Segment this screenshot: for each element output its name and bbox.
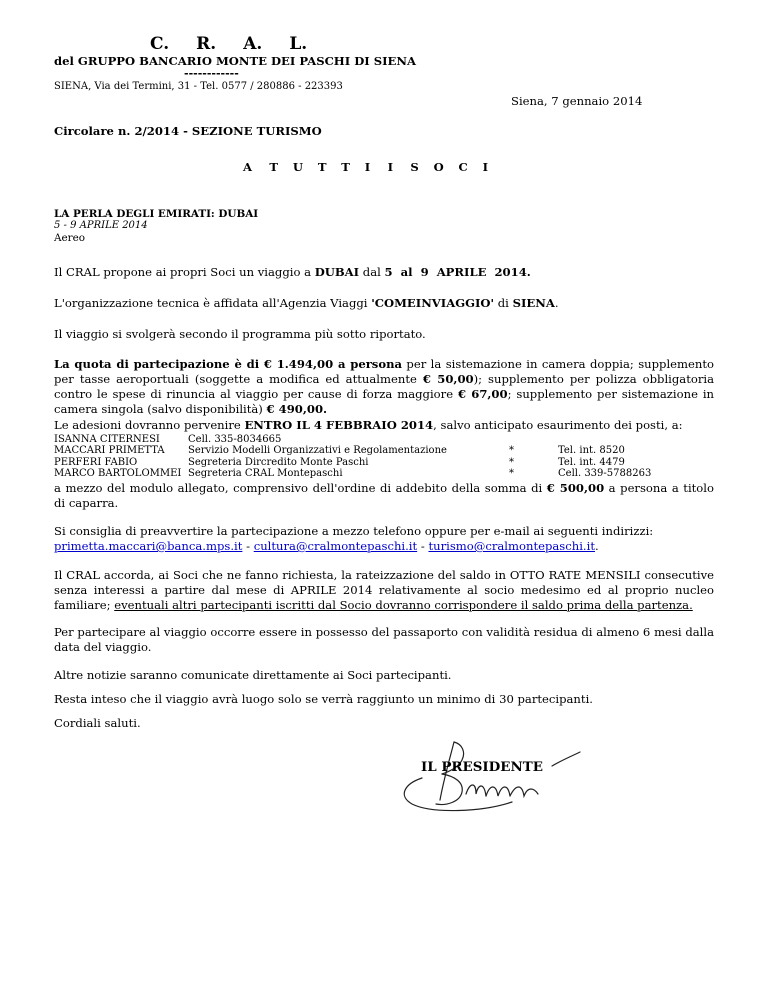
paragraph-deposit	[54, 481, 714, 511]
contact-marker: *	[509, 456, 514, 468]
contact-row	[54, 434, 714, 445]
trip-dates: 5 - 9 APRILE 2014	[54, 220, 148, 231]
contact-role: Segreteria CRAL Montepaschi	[188, 468, 343, 480]
text-run: ENTRO IL 4 FEBBRAIO 2014	[244, 418, 434, 432]
text-run: di	[494, 296, 513, 310]
title-letter: L.	[289, 34, 308, 54]
signature-title: IL PRESIDENTE	[421, 759, 543, 775]
organization-name: del GRUPPO BANCARIO MONTE DEI PASCHI DI SIENA	[54, 54, 416, 68]
email-link-turismo[interactable]: turismo@cralmontepaschi.it	[428, 539, 595, 553]
contact-marker: *	[509, 445, 514, 457]
trip-transport: Aereo	[54, 232, 86, 244]
text-run: € 67,00	[457, 387, 508, 401]
recipients-line	[243, 160, 505, 174]
contact-phone: Tel. int. 8520	[558, 445, 625, 457]
text-run: DUBAI	[314, 265, 360, 279]
contact-phone: Tel. int. 4479	[558, 456, 625, 468]
text-run: a mezzo del modulo allegato, comprensivo dell'ordine di addebito della somma di	[54, 481, 547, 495]
text-run: € 490,00.	[266, 402, 328, 416]
paragraph-deadline	[54, 418, 714, 433]
text-run: per la sistemazione in camera doppia; supplemento per tasse aeroportuali (soggette a modifica ed attualmente	[54, 357, 714, 386]
text-run: ; supplemento per sistemazione in camera singola (salvo disponibilità)	[54, 387, 714, 416]
contact-name: PERFERI FABIO	[54, 456, 138, 468]
paragraph-price	[54, 357, 714, 417]
paragraph-more-info: Altre notizie saranno comunicate direttamente ai Soci partecipanti.	[54, 668, 452, 682]
title-letter: A.	[243, 34, 263, 54]
contact-name: MACCARI PRIMETTA	[54, 445, 165, 457]
contact-row	[54, 445, 714, 456]
contact-name: ISANNA CITERNESI	[54, 434, 160, 445]
organization-address: SIENA, Via dei Termini, 31 - Tel. 0577 / 280886 - 223393	[54, 81, 343, 92]
paragraph-contact-email	[54, 524, 714, 554]
text-run: -	[417, 539, 429, 553]
text-run: € 50,00	[422, 372, 474, 386]
contact-role: Servizio Modelli Organizzativi e Regolamentazione	[188, 445, 447, 457]
paragraph-program: Il viaggio si svolgerà secondo il programma più sotto riportato.	[54, 327, 426, 341]
contact-phone: Cell. 339-5788263	[558, 468, 652, 480]
text-run: L'organizzazione tecnica è affidata all'Agenzia Viaggi	[54, 296, 372, 310]
title-letter: C.	[150, 34, 170, 54]
paragraph-installments	[54, 568, 714, 613]
text-run: dal	[359, 265, 385, 279]
contact-role: Segreteria Dircredito Monte Paschi	[188, 456, 369, 468]
title-letter: R.	[196, 34, 217, 54]
text-run: .	[554, 296, 559, 310]
text-run: -	[242, 539, 254, 553]
text-run: a persona a titolo di caparra.	[54, 481, 714, 510]
circolare-number: Circolare n. 2/2014 - SEZIONE TURISMO	[54, 124, 322, 138]
handwritten-signature-icon	[392, 738, 584, 818]
paragraph-intro	[54, 265, 714, 280]
recipients-word: A	[243, 160, 258, 174]
signature-scribble	[392, 738, 584, 818]
recipients-word: I	[387, 160, 399, 174]
recipients-word: S O C I	[410, 160, 494, 174]
text-run: ); supplemento per polizza obbligatoria contro le spese di rinuncia al viaggio per cause di forza maggiore	[54, 372, 714, 401]
text-run: .	[594, 539, 599, 553]
paragraph-closing: Cordiali saluti.	[54, 716, 141, 730]
contacts-table	[54, 434, 714, 480]
text-run: , salvo anticipato esaurimento dei posti, a:	[433, 418, 683, 432]
text-run: eventuali altri partecipanti iscritti dal Socio dovranno corrispondere il saldo prima della partenza.	[114, 598, 693, 612]
text-run: Il CRAL propone ai propri Soci un viaggio a	[54, 265, 315, 279]
paragraph-agency	[54, 296, 714, 311]
trip-title: LA PERLA DEGLI EMIRATI: DUBAI	[54, 208, 259, 220]
paragraph-passport: Per partecipare al viaggio occorre essere in possesso del passaporto con validità residua di almeno 6 mesi dalla data del viaggio.	[54, 625, 714, 654]
email-link-cultura[interactable]: cultura@cralmontepaschi.it	[253, 539, 418, 553]
text-run: Si consiglia di preavvertire la partecipazione a mezzo telefono oppure per e-mail ai seguenti indirizzi:	[54, 524, 654, 538]
email-link-maccari[interactable]: primetta.maccari@banca.mps.it	[54, 539, 243, 553]
letterhead-title	[150, 34, 334, 54]
text-run: 5 al 9 APRILE 2014.	[384, 265, 531, 279]
text-run: Il CRAL accorda, ai Soci che ne fanno richiesta, la rateizzazione del saldo in OTTO RATE MENSILI consecutive senza interessi a partire dal mese di APRILE 2014 relativamente al socio medesimo ed al proprio nucleo familiare;	[54, 568, 714, 612]
letter-date: Siena, 7 gennaio 2014	[511, 94, 643, 108]
text-run: SIENA	[512, 296, 555, 310]
header-divider: ------------	[184, 67, 239, 80]
text-run: € 500,00	[546, 481, 605, 495]
contact-name: MARCO BARTOLOMMEI	[54, 468, 182, 480]
contact-row	[54, 457, 714, 468]
recipients-word: T U T T I	[269, 160, 376, 174]
contact-marker: *	[509, 468, 514, 480]
contact-row	[54, 468, 714, 479]
text-run: La quota di partecipazione è di € 1.494,00 a persona	[54, 357, 403, 371]
paragraph-minimum: Resta inteso che il viaggio avrà luogo solo se verrà raggiunto un minimo di 30 partecipanti.	[54, 692, 593, 706]
text-run: Le adesioni dovranno pervenire	[54, 418, 245, 432]
contact-role: Cell. 335-8034665	[188, 434, 282, 445]
text-run: 'COMEINVIAGGIO'	[371, 296, 495, 310]
